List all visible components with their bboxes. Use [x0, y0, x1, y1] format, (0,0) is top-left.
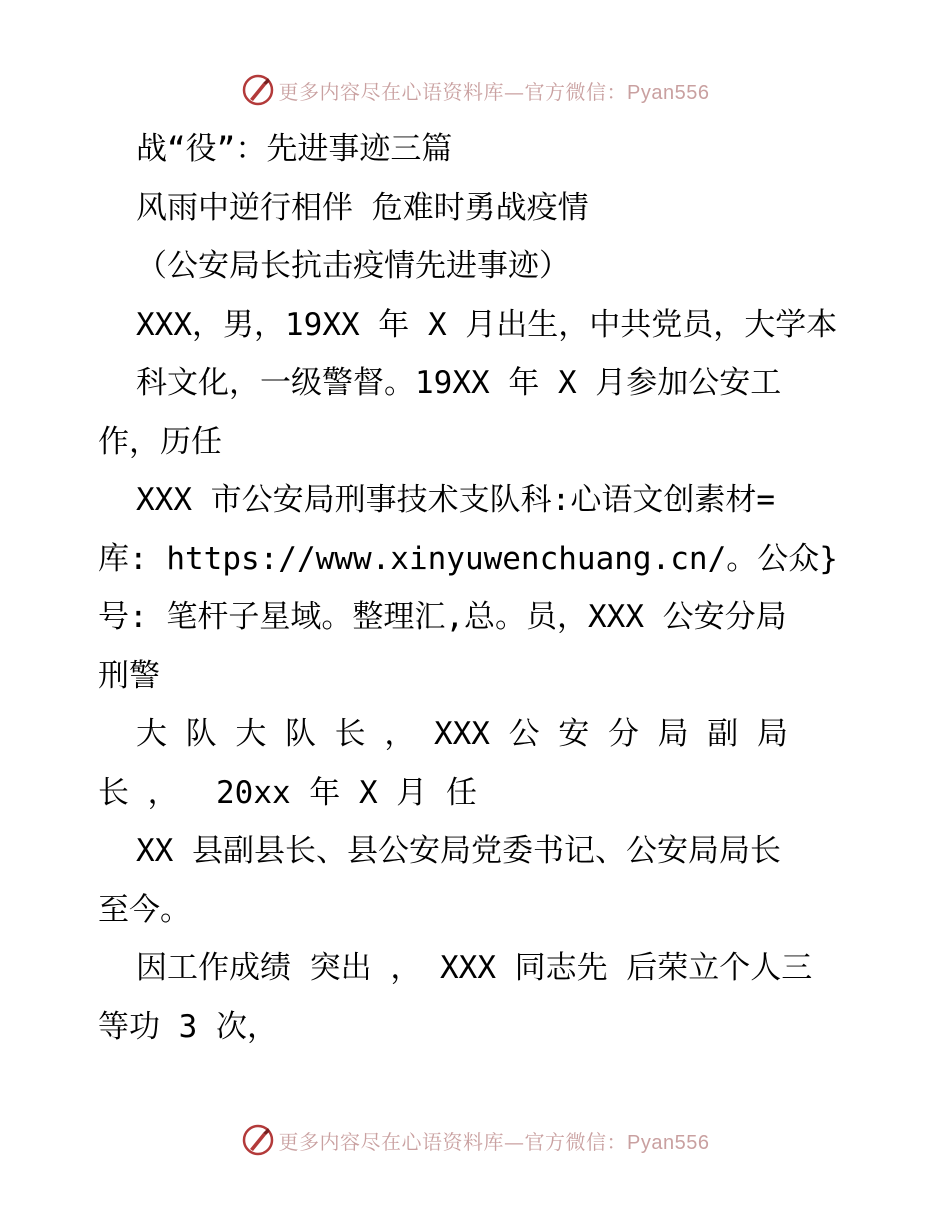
paragraph-line: 号: 笔杆子星域。整理汇,总。员，XXX 公安分局: [98, 599, 787, 635]
watermark-text: 更多内容尽在心语资料库—官方微信：Pyan556: [278, 1129, 710, 1154]
header-watermark-banner: [0, 70, 950, 110]
paragraph-line: 作，历任: [98, 423, 222, 460]
paragraph-line: 科文化，一级警督。19XX 年 X 月参加公安工: [136, 365, 782, 401]
paragraph-line: XXX 市公安局刑事技术支队科:心语文创素材=: [136, 482, 775, 518]
paragraph-line: 因工作成绩 突出 ， XXX 同志先 后荣立个人三: [136, 950, 813, 986]
paragraph-line: 至今。: [98, 891, 191, 928]
paragraph-line: 大 队 大 队 长 ， XXX 公 安 分 局 副 局: [136, 716, 788, 752]
paragraph-line: XX 县副县长、县公安局党委书记、公安局局长: [136, 833, 781, 869]
doc-title: 战“役”：先进事迹三篇: [136, 131, 453, 167]
watermark-text: 更多内容尽在心语资料库—官方微信：Pyan556: [278, 79, 710, 104]
quill-pen-logo-icon: [241, 73, 275, 107]
footer-watermark-banner: [0, 1120, 950, 1160]
paragraph-line: 长 ， 20xx 年 X 月 任: [98, 774, 477, 811]
doc-subtitle-note: （公安局长抗击疫情先进事迹）: [136, 248, 570, 284]
document-body: [98, 120, 858, 1056]
paragraph-line: XXX，男，19XX 年 X 月出生，中共党员，大学本: [136, 306, 838, 343]
doc-subtitle: 风雨中逆行相伴 危难时勇战疫情: [136, 189, 589, 226]
paragraph-line: 库: https://www.xinyuwenchuang.cn/。公众}: [98, 540, 838, 577]
paragraph-line: 等功 3 次，: [98, 1008, 278, 1045]
quill-pen-logo-icon: [241, 1123, 275, 1157]
paragraph-line: 刑警: [98, 657, 160, 694]
